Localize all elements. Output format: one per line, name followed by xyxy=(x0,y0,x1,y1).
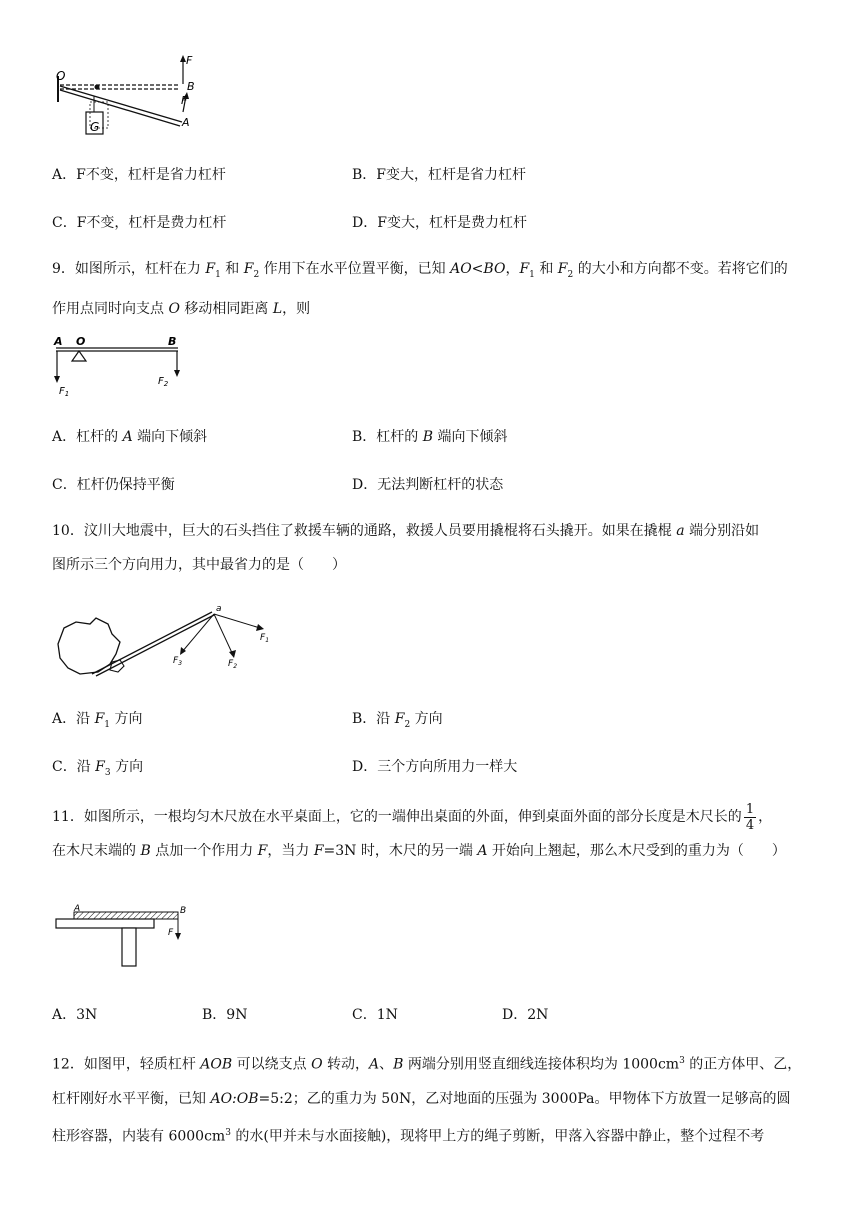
lever-figure-q9 xyxy=(50,334,190,398)
question-12 xyxy=(52,1044,812,1153)
q9-option-d[interactable]: D．无法判断杠杆的状态 xyxy=(352,477,504,493)
q9-option-c[interactable]: C．杠杆仍保持平衡 xyxy=(52,477,175,493)
q11-option-d[interactable]: D．2N xyxy=(502,1007,549,1023)
q8-option-d[interactable]: D．F变大，杠杆是费力杠杆 xyxy=(352,215,527,231)
q12-line-3: 柱形容器，内装有 $6000cm^3$ 的水(甲并未与水面接触)，现将甲上方的绳子剪断，甲落入容器中静止，整个过程不考 xyxy=(52,1127,765,1145)
label-A: A xyxy=(182,116,190,129)
fraction-one-quarter: $\frac{1}{4}$ xyxy=(745,801,755,833)
label-F3: $F_3$ xyxy=(173,656,183,667)
q8-option-c[interactable]: C．F不变，杠杆是费力杠杆 xyxy=(52,215,227,231)
label-F1: $F_1$ xyxy=(59,386,70,398)
q10-option-a[interactable]: A．沿 $F_1$ 方向 xyxy=(52,711,143,730)
q10-option-b[interactable]: B．沿 $F_2$ 方向 xyxy=(352,711,443,730)
q11-line-1: 11．如图所示，一根均匀木尺放在水平桌面上，它的一端伸出桌面的外面，伸到桌面外面的部分长度是木尺长的 $\frac{1}{4}$ ， xyxy=(52,801,773,833)
q9-line-1: 9．如图所示，杠杆在力 $F_1$ 和 $F_2$ 作用下在水平位置平衡，已知 AO<BO，$F_1$ 和 $F_2$ 的大小和方向都不变。若将它们的 xyxy=(52,261,788,280)
label-A: A xyxy=(74,904,81,914)
q12-line-2: 杠杆刚好水平平衡，已知 AO:OB=5:2；乙的重力为 50N，乙对地面的压强为 3000Pa。甲物体下方放置一足够高的圆 xyxy=(52,1090,791,1107)
label-B: B xyxy=(168,335,177,348)
question-11 xyxy=(52,800,812,868)
label-O: O xyxy=(76,335,86,348)
q9-option-a[interactable]: A．杠杆的 A 端向下倾斜 xyxy=(52,429,208,445)
label-F: F xyxy=(168,928,174,938)
label-G: G xyxy=(90,120,100,134)
question-10 xyxy=(52,514,812,582)
label-B: B xyxy=(187,80,195,93)
label-a: a xyxy=(216,604,222,614)
q8-option-a[interactable]: A．F不变，杠杆是省力杠杆 xyxy=(52,167,226,183)
question-9 xyxy=(52,252,812,326)
label-F2: $F_2$ xyxy=(158,376,169,388)
q10-option-c[interactable]: C．沿 $F_3$ 方向 xyxy=(52,759,144,778)
q10-line-1: 10．汶川大地震中，巨大的石头挡住了救援车辆的通路，救援人员要用撬棍将石头撬开。如果在撬棍 a 端分别沿如 xyxy=(52,523,760,539)
label-F1: $F_1$ xyxy=(260,633,270,644)
q10-line-2: 图所示三个方向用力，其中最省力的是（ ） xyxy=(52,557,346,573)
q10-option-d[interactable]: D．三个方向所用力一样大 xyxy=(352,759,518,775)
crowbar-figure-q10 xyxy=(50,602,290,682)
q11-option-a[interactable]: A．3N xyxy=(52,1007,98,1023)
q11-option-c[interactable]: C．1N xyxy=(352,1007,398,1023)
q11-option-b[interactable]: B．9N xyxy=(202,1007,248,1023)
label-F-A: F xyxy=(181,94,188,107)
q12-line-1: 12．如图甲，轻质杠杆 AOB 可以绕支点 O 转动，A、B 两端分别用竖直细线连接体积均为 $1000cm^3$ 的正方体甲、乙， xyxy=(52,1056,802,1073)
label-O: O xyxy=(56,69,66,83)
q11-line-2: 在木尺末端的 B 点加一个作用力 F，当力 F=3N 时，木尺的另一端 A 开始向上翘起，那么木尺受到的重力为（ ） xyxy=(52,843,786,859)
lever-figure-q8 xyxy=(50,52,210,144)
ruler-figure-q11 xyxy=(50,900,200,970)
q9-line-2: 作用点同时向支点 O 移动相同距离 L，则 xyxy=(52,300,311,317)
label-A: A xyxy=(54,335,63,348)
q9-option-b[interactable]: B．杠杆的 B 端向下倾斜 xyxy=(352,429,508,445)
q8-option-b[interactable]: B．F变大，杠杆是省力杠杆 xyxy=(352,167,527,183)
label-B: B xyxy=(180,906,187,916)
label-F-top: F xyxy=(186,54,193,67)
label-F2: $F_2$ xyxy=(228,659,238,670)
